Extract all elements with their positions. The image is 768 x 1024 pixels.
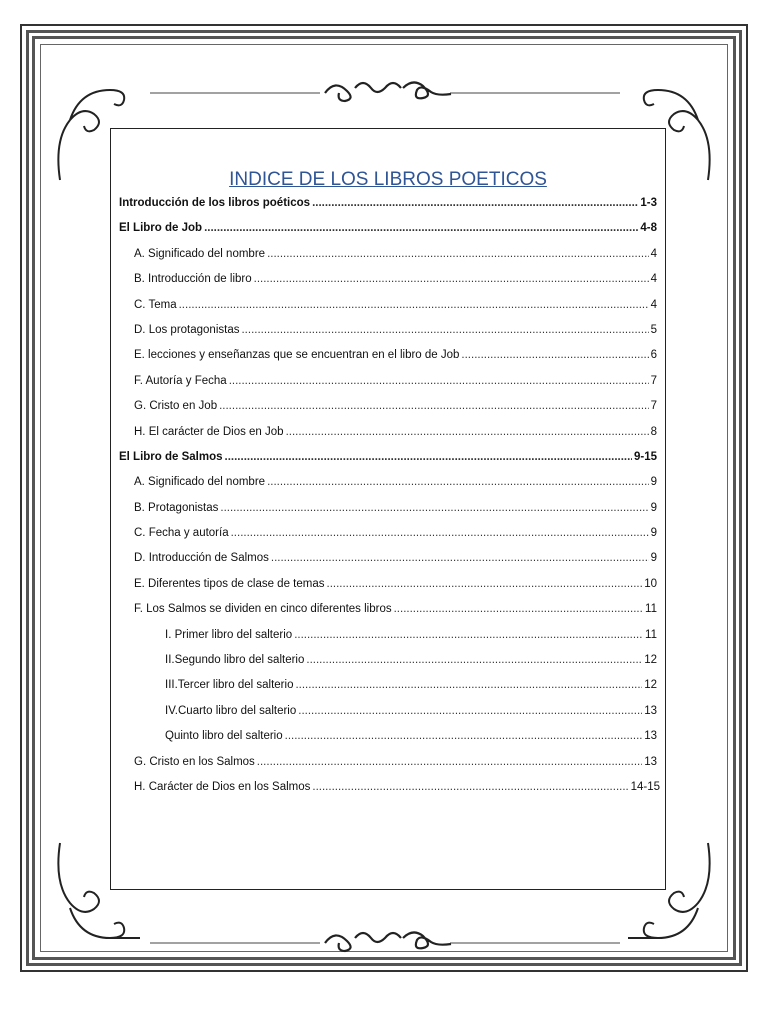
dot-leader: [225, 451, 632, 463]
toc-entry-label: F. Los Salmos se dividen en cinco diferentes libros: [134, 603, 392, 616]
toc-entry-label: E. lecciones y enseñanzas que se encuentran en el libro de Job: [134, 349, 460, 362]
toc-entry-page: 12: [644, 679, 657, 692]
toc-entry[interactable]: [119, 502, 657, 527]
toc-entry-page: 4: [650, 247, 657, 260]
dot-leader: [267, 476, 649, 488]
toc-entry-label: B. Introducción de libro: [134, 273, 252, 286]
toc-entry-label: E. Diferentes tipos de clase de temas: [134, 577, 325, 590]
toc-entry-label: G. Cristo en los Salmos: [134, 755, 255, 768]
toc-entry[interactable]: [119, 349, 657, 374]
toc-entry-page: 7: [650, 374, 657, 387]
toc-entry-page: 7: [650, 400, 657, 413]
toc-entry-label: El Libro de Salmos: [119, 450, 223, 463]
dot-leader: [394, 603, 643, 615]
dot-leader: [286, 426, 649, 438]
toc-entry-page: 11: [645, 628, 657, 641]
toc-entry[interactable]: [119, 756, 657, 781]
toc-entry-page: 9-15: [633, 450, 657, 463]
toc-entry-label: III.Tercer libro del salterio: [165, 679, 294, 692]
toc-entry[interactable]: [119, 730, 657, 755]
toc-entry[interactable]: [119, 248, 657, 273]
toc-entry-page: 11: [645, 603, 657, 616]
toc-entry-label: B. Protagonistas: [134, 501, 219, 514]
toc-entry-label: D. Los protagonistas: [134, 323, 240, 336]
toc-entry-page: 9: [650, 476, 657, 489]
toc-entry-label: G. Cristo en Job: [134, 400, 218, 413]
dot-leader: [267, 248, 649, 260]
dot-leader: [179, 299, 649, 311]
toc-title: INDICE DE LOS LIBROS POETICOS: [229, 169, 547, 190]
dot-leader: [254, 273, 649, 285]
toc-entry-label: Quinto libro del salterio: [165, 730, 283, 743]
toc-entry[interactable]: [119, 679, 657, 704]
toc-entry[interactable]: [119, 375, 657, 400]
dot-leader: [298, 705, 642, 717]
toc-entry-label: C. Tema: [134, 298, 177, 311]
dot-leader: [312, 197, 638, 209]
toc-entry[interactable]: [119, 426, 657, 451]
toc-entry[interactable]: [119, 299, 657, 324]
toc-entry-page: 9: [650, 501, 657, 514]
toc-entry[interactable]: [119, 629, 657, 654]
toc-entry-label: I. Primer libro del salterio: [165, 628, 293, 641]
dot-leader: [271, 552, 649, 564]
toc-entry[interactable]: [119, 400, 657, 425]
toc-entry-page: 1-3: [640, 197, 657, 209]
dot-leader: [285, 730, 643, 742]
toc-entry-page: 8: [650, 425, 657, 438]
toc-entry[interactable]: [119, 654, 657, 679]
dot-leader: [327, 578, 643, 590]
toc-entry[interactable]: [119, 476, 657, 501]
toc-entry[interactable]: [119, 451, 657, 476]
toc-entry-page: 12: [644, 654, 657, 667]
dot-leader: [220, 502, 648, 514]
toc-entry-page: 6: [650, 349, 657, 362]
toc-entry[interactable]: [119, 552, 657, 577]
toc-entry[interactable]: [119, 705, 657, 730]
toc-entry-page: 10: [644, 577, 657, 590]
dot-leader: [312, 781, 628, 793]
toc-entry[interactable]: [119, 578, 657, 603]
toc-page: [110, 128, 666, 890]
toc-entry[interactable]: [119, 222, 657, 247]
toc-entry-label: F. Autoría y Fecha: [134, 374, 227, 387]
top-flourish-ornament: [150, 78, 620, 108]
toc-entry-label: H. Carácter de Dios en los Salmos: [134, 780, 311, 793]
toc-entry[interactable]: [119, 603, 657, 628]
toc-entry-page: 5: [650, 323, 657, 336]
bottom-flourish-ornament: [150, 928, 620, 958]
toc-entry-label: El Libro de Job: [119, 222, 203, 235]
dot-leader: [295, 679, 642, 691]
toc-entry-page: 13: [644, 755, 657, 768]
toc-entry[interactable]: [119, 324, 657, 349]
dot-leader: [294, 629, 643, 641]
toc-entry-page: 4: [650, 298, 657, 311]
toc-entry[interactable]: [119, 781, 660, 806]
toc-entry-page: 13: [644, 730, 657, 743]
dot-leader: [204, 222, 638, 234]
dot-leader: [229, 375, 649, 387]
toc-entry-page: 9: [650, 552, 657, 565]
toc-entry[interactable]: [119, 273, 657, 298]
dot-leader: [241, 324, 648, 336]
toc-entry-label: D. Introducción de Salmos: [134, 552, 269, 565]
toc-entry-label: A. Significado del nombre: [134, 247, 266, 260]
toc-entry[interactable]: [119, 197, 657, 222]
toc-entry[interactable]: [119, 527, 657, 552]
toc-entry-page: 4-8: [640, 222, 657, 235]
dot-leader: [461, 349, 648, 361]
toc-entry-page: 14-15: [630, 780, 660, 793]
toc-entry-label: A. Significado del nombre: [134, 476, 266, 489]
toc-entry-page: 13: [644, 704, 657, 717]
dot-leader: [231, 527, 649, 539]
toc-entry-page: 9: [650, 527, 657, 540]
toc-list: [119, 197, 660, 806]
dot-leader: [219, 400, 649, 412]
toc-entry-label: IV.Cuarto libro del salterio: [165, 704, 297, 717]
toc-entry-label: Introducción de los libros poéticos: [119, 197, 311, 209]
toc-entry-label: C. Fecha y autoría: [134, 527, 229, 540]
toc-entry-page: 4: [650, 273, 657, 286]
dot-leader: [257, 756, 642, 768]
dot-leader: [306, 654, 642, 666]
toc-entry-label: II.Segundo libro del salterio: [165, 654, 305, 667]
toc-entry-label: H. El carácter de Dios en Job: [134, 425, 284, 438]
